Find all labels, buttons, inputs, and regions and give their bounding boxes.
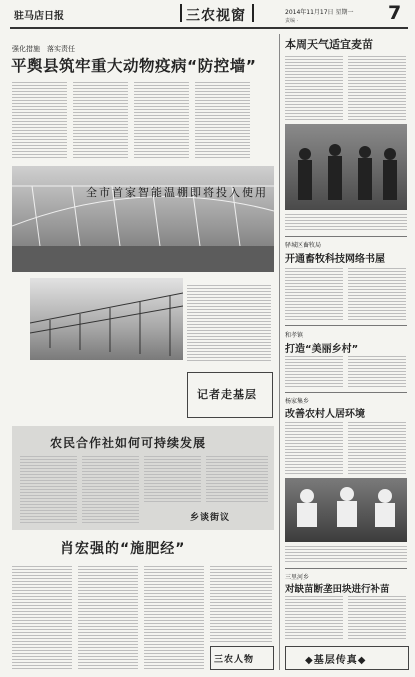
greenhouse-frame-graphic bbox=[12, 166, 274, 272]
village-kicker: 和孝镇 bbox=[285, 332, 304, 339]
lead-body-col-1 bbox=[12, 82, 67, 160]
environment-col-1 bbox=[285, 422, 343, 474]
coop-headline: 农民合作社如何可持续发展 bbox=[50, 436, 207, 450]
masthead bbox=[0, 0, 415, 40]
weather-headline: 本周天气适宜麦苗 bbox=[285, 38, 373, 51]
library-col-1 bbox=[285, 268, 343, 320]
lead-kicker: 强化措施 落实责任 bbox=[12, 45, 75, 53]
right-rule-4 bbox=[285, 568, 407, 569]
coop-col-4 bbox=[206, 456, 268, 504]
lead-body-col-4 bbox=[195, 82, 250, 160]
grassroots-label-text: 基层传真 bbox=[313, 655, 358, 666]
environment-col-2 bbox=[348, 422, 406, 474]
people-silhouettes bbox=[285, 124, 407, 210]
village-headline: 打造“美丽乡村” bbox=[285, 344, 359, 355]
column-divider bbox=[279, 34, 280, 670]
library-col-2 bbox=[348, 268, 406, 320]
grassroots-label bbox=[305, 651, 366, 666]
feature-col-3 bbox=[144, 566, 204, 670]
date-line: 2014年11月17日 星期一 bbox=[285, 9, 354, 16]
workers-silhouettes bbox=[285, 478, 407, 542]
people-photo bbox=[285, 124, 407, 210]
coop-col-2 bbox=[82, 456, 139, 524]
photo-caption-overlay: 全市首家智能温棚即将投入使用 bbox=[86, 186, 268, 199]
feature-col-1 bbox=[12, 566, 72, 670]
environment-headline: 改善农村人居环境 bbox=[285, 409, 365, 420]
feature-headline: 肖宏强的“施肥经” bbox=[60, 541, 186, 557]
greenhouse-photo-2 bbox=[30, 278, 183, 360]
reporter-label: 记者走基层 bbox=[197, 388, 257, 401]
seedling-col-2 bbox=[348, 596, 406, 640]
diamond-icon: ◆ bbox=[305, 655, 314, 666]
library-kicker: 驿城区畜牧局 bbox=[285, 242, 322, 249]
diamond-icon: ◆ bbox=[357, 655, 367, 666]
right-rule-1 bbox=[285, 236, 407, 237]
seedling-col-1 bbox=[285, 596, 343, 640]
newspaper-name: 驻马店日报 bbox=[14, 11, 64, 22]
village-col-1 bbox=[285, 356, 343, 388]
greenhouse-arch-graphic bbox=[30, 278, 183, 360]
weather-col-2 bbox=[348, 56, 406, 120]
people-photo-caption bbox=[285, 214, 407, 230]
coop-col-1 bbox=[20, 456, 77, 524]
seedling-headline: 对缺苗断垄田块进行补苗 bbox=[285, 584, 390, 595]
section-title: 三农视窗 bbox=[186, 8, 246, 24]
greenhouse-photo bbox=[12, 166, 274, 272]
feature-col-2 bbox=[78, 566, 138, 670]
masthead-rule bbox=[10, 27, 408, 29]
right-rule-2 bbox=[285, 325, 407, 326]
feature-col-4 bbox=[210, 566, 272, 642]
environment-kicker: 杨家集乡 bbox=[285, 398, 310, 405]
coop-column-label: 乡谈街议 bbox=[190, 513, 231, 523]
lead-headline: 平舆县筑牢重大动物疫病“防控墙” bbox=[11, 57, 257, 75]
page-number: 7 bbox=[388, 2, 402, 24]
village-col-2 bbox=[348, 356, 406, 388]
weather-col-1 bbox=[285, 56, 343, 120]
photo-sidebar-text bbox=[187, 285, 271, 363]
seedling-kicker: 三里河乡 bbox=[285, 574, 310, 581]
right-rule-3 bbox=[285, 392, 407, 393]
workers-photo-caption bbox=[285, 546, 407, 562]
lead-body-col-2 bbox=[73, 82, 128, 160]
coop-col-3 bbox=[144, 456, 201, 504]
lead-body-col-3 bbox=[134, 82, 189, 160]
workers-photo bbox=[285, 478, 407, 542]
feature-column-label: 三农人物 bbox=[214, 655, 255, 665]
editor-line: 责编 · bbox=[285, 18, 299, 24]
library-headline: 开通畜牧科技网络书屋 bbox=[285, 254, 385, 265]
coop-section bbox=[12, 426, 274, 530]
